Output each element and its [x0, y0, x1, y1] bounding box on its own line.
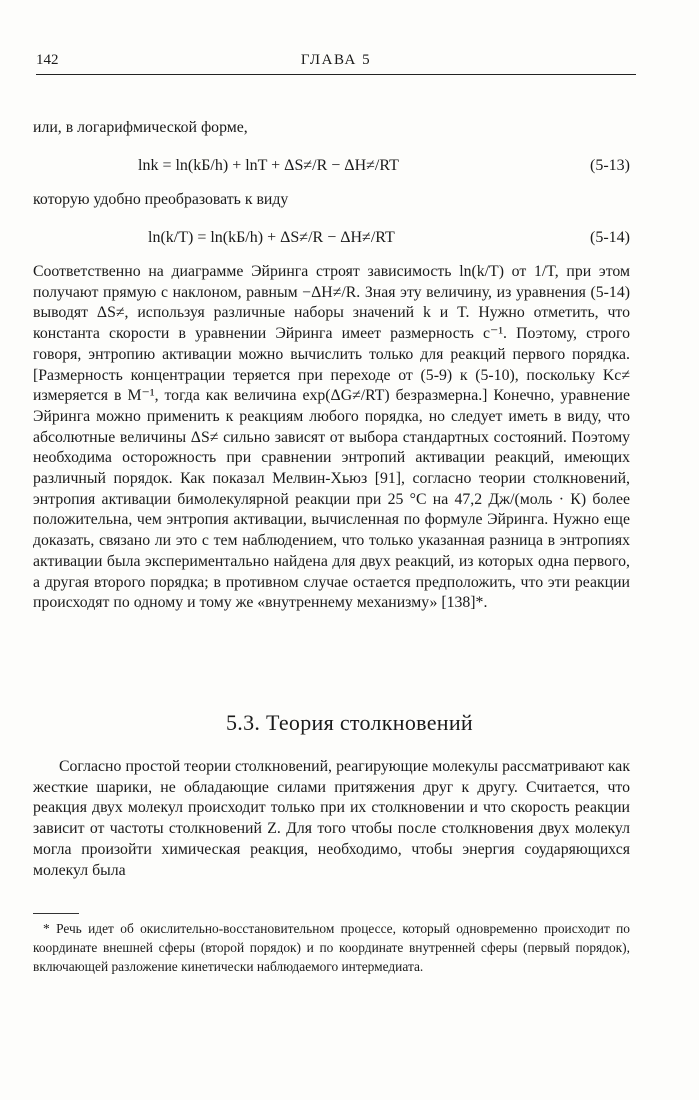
- section-paragraph: Согласно простой теории столкновений, реагирующие молекулы рассматривают как жесткие шарики, не обладающие силами притяжения друг к другу. Считается, что реакция двух молекул происходит только при их столкновении и что скорость реакции зависит от частоты столкновений Z. Для того чтобы после столкновения двух молекул могла произойти химическая реакция, необходимо, чтобы энергия соударяющихся молекул была: [33, 758, 630, 879]
- between-equations-text: которую удобно преобразовать к виду: [33, 191, 289, 208]
- body-paragraph: Соответственно на диаграмме Эйринга строят зависимость ln(k/T) от 1/T, при этом получают прямую с наклоном, равным −ΔH≠/R. Зная эту величину, из уравнения (5-14) выводят ΔS≠, используя различные наборы значений k и T. Нужно отметить, что константа скорости в уравнении Эйринга имеет размерность с⁻¹. Поэтому, строго говоря, энтропию активации можно вычислить только для реакций первого порядка. [Размерность концентрации теряется при переходе от (5-9) к (5-10), поскольку Kс≠ измеряется в М⁻¹, тогда как величина exp(ΔG≠/RT) безразмерна.] Конечно, уравнение Эйринга можно применить к реакциям любого порядка, но следует иметь в виду, что абсолютные величины ΔS≠ сильно зависят от выбора стандартных состояний. Поэтому необходима осторожность при сравнении энтропий активации реакций, имеющих различный порядок. Как показал Мелвин-Хьюз [91], согласно теории столкновений, энтропия активации бимолекулярной реакции при 25 °С на 47,2 Дж/(моль · К) более положительна, чем энтропия активации, вычисленная по формуле Эйринга. Нужно еще доказать, связано ли это с тем наблюдением, что только указанная разница в энтропиях активации была экспериментально найдена для двух реакций, из которых одна первого, а другая второго порядка; в противном случае остается предположить, что эти реакции происходят по одному и тому же «внутреннему механизму» [138]*.: [33, 263, 630, 612]
- page-number: 142: [36, 52, 59, 68]
- equation-5-14: [33, 229, 630, 251]
- footnote-text: Речь идет об окислительно-восстановительном процессе, который одновременно происходит по координате внешней сферы (второй порядок) и по координате внутренней сферы (первый порядок), включающей разложение кинетически наблюдаемого интермедиата.: [33, 921, 630, 974]
- equation-5-13: [33, 157, 630, 179]
- equation-number: (5-13): [590, 157, 630, 174]
- footnote-divider: [33, 913, 79, 914]
- footnote: [33, 919, 630, 976]
- equation-formula: ln(k/T) = ln(kБ/h) + ΔS≠/R − ΔH≠/RT: [148, 229, 395, 246]
- footnote-marker: *: [43, 921, 50, 936]
- section-heading: 5.3. Теория столкновений: [225, 710, 474, 735]
- equation-formula: lnk = ln(kБ/h) + lnT + ΔS≠/R − ΔH≠/RT: [138, 157, 399, 174]
- running-header: [36, 52, 636, 75]
- intro-line: или, в логарифмической форме,: [33, 119, 248, 136]
- chapter-title: ГЛАВА 5: [300, 52, 372, 68]
- equation-number: (5-14): [590, 229, 630, 246]
